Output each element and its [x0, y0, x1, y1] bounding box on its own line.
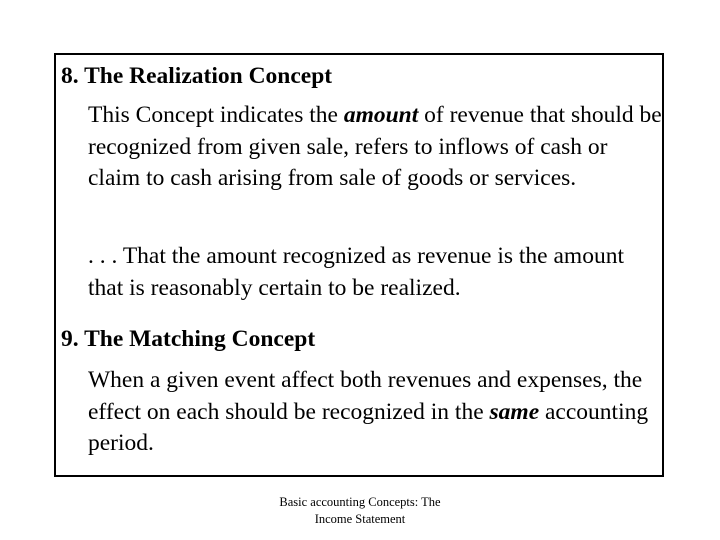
section-9-emphasis-same: same	[489, 398, 540, 425]
section-8-emphasis-amount: amount	[343, 102, 419, 128]
footer-line-2: Income Statement	[314, 512, 406, 526]
section-8-paragraph-1	[88, 100, 663, 195]
section-8-heading: 8. The Realization Concept	[61, 63, 333, 89]
footer-line-1: Basic accounting Concepts: The	[279, 495, 441, 509]
section-9-paragraph-1-start: When a given event affect both revenues and expenses, the effect on each should be recognized in the	[88, 367, 643, 425]
section-8-paragraph-1-start: This Concept indicates the	[88, 102, 344, 128]
section-9-paragraph-1	[88, 365, 663, 460]
section-8-paragraph-2: . . . That the amount recognized as revenue is the amount that is reasonably certain to be realized.	[88, 243, 624, 301]
section-9-paragraph-1-end: accounting period.	[88, 398, 649, 456]
section-8-paragraph-1-end: of revenue that should be recognized from given sale, refers to inflows of cash or claim to cash arising from sale of goods or services.	[88, 102, 662, 191]
slide-footer	[240, 494, 480, 528]
section-9-heading: 9. The Matching Concept	[61, 326, 316, 352]
